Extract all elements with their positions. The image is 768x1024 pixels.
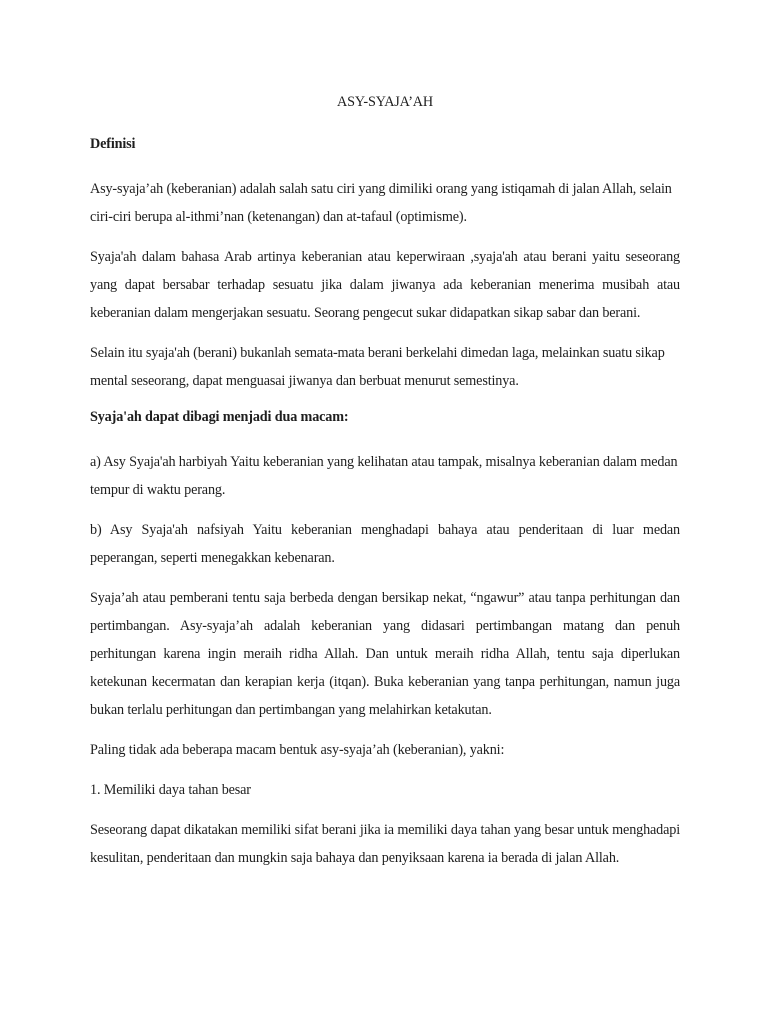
paragraph-type-a-harbiyah: a) Asy Syaja'ah harbiyah Yaitu keberanian yang kelihatan atau tampak, misalnya keberanian dalam medan tempur di waktu perang. (90, 454, 678, 498)
paragraph-type-b-nafsiyah: b) Asy Syaja'ah nafsiyah Yaitu keberanian menghadapi bahaya atau penderitaan di luar medan peperangan, seperti menegakkan kebenaran. (90, 522, 680, 566)
paragraph-not-reckless: Syaja’ah atau pemberani tentu saja berbeda dengan bersikap nekat, “ngawur” atau tanpa perhitungan dan pertimbangan. Asy-syaja’ah adalah keberanian yang didasari pertimbangan matang dan penuh perhitungan karena ingin meraih ridha Allah. Dan untuk meraih ridha Allah, tentu saja diperlukan ketekunan kecermatan dan kerapian kerja (itqan). Buka keberanian yang tanpa perhitungan, namun juga bukan terlalu perhitungan dan pertimbangan yang melahirkan ketakutan. (90, 590, 680, 718)
heading-definisi: Definisi (90, 136, 136, 152)
heading-two-types: Syaja'ah dapat dibagi menjadi dua macam: (90, 409, 349, 425)
paragraph-forms-intro: Paling tidak ada beberapa macam bentuk asy-syaja’ah (keberanian), yakni: (90, 742, 505, 758)
paragraph-mental-attitude: Selain itu syaja'ah (berani) bukanlah semata-mata berani berkelahi dimedan laga, melainkan suatu sikap mental seseorang, dapat menguasai jiwanya dan berbuat menurut semestinya. (90, 345, 665, 389)
list-item-1-endurance: 1. Memiliki daya tahan besar (90, 782, 251, 798)
document-title: ASY-SYAJA’AH (337, 94, 433, 110)
paragraph-definition: Asy-syaja’ah (keberanian) adalah salah satu ciri yang dimiliki orang yang istiqamah di jalan Allah, selain ciri-ciri berupa al-ithmi’nan (ketenangan) dan at-tafaul (optimisme). (90, 181, 672, 225)
document-body (90, 92, 680, 884)
paragraph-endurance-detail: Seseorang dapat dikatakan memiliki sifat berani jika ia memiliki daya tahan yang besar untuk menghadapi kesulitan, penderitaan dan mungkin saja bahaya dan penyiksaan karena ia berada di jalan Allah. (90, 822, 680, 866)
paragraph-meaning: Syaja'ah dalam bahasa Arab artinya keberanian atau keperwiraan ,syaja'ah atau berani yaitu seseorang yang dapat bersabar terhadap sesuatu jika dalam jiwanya ada keberanian menerima musibah atau keberanian dalam mengerjakan sesuatu. Seorang pengecut sukar didapatkan sikap sabar dan berani. (90, 249, 680, 321)
